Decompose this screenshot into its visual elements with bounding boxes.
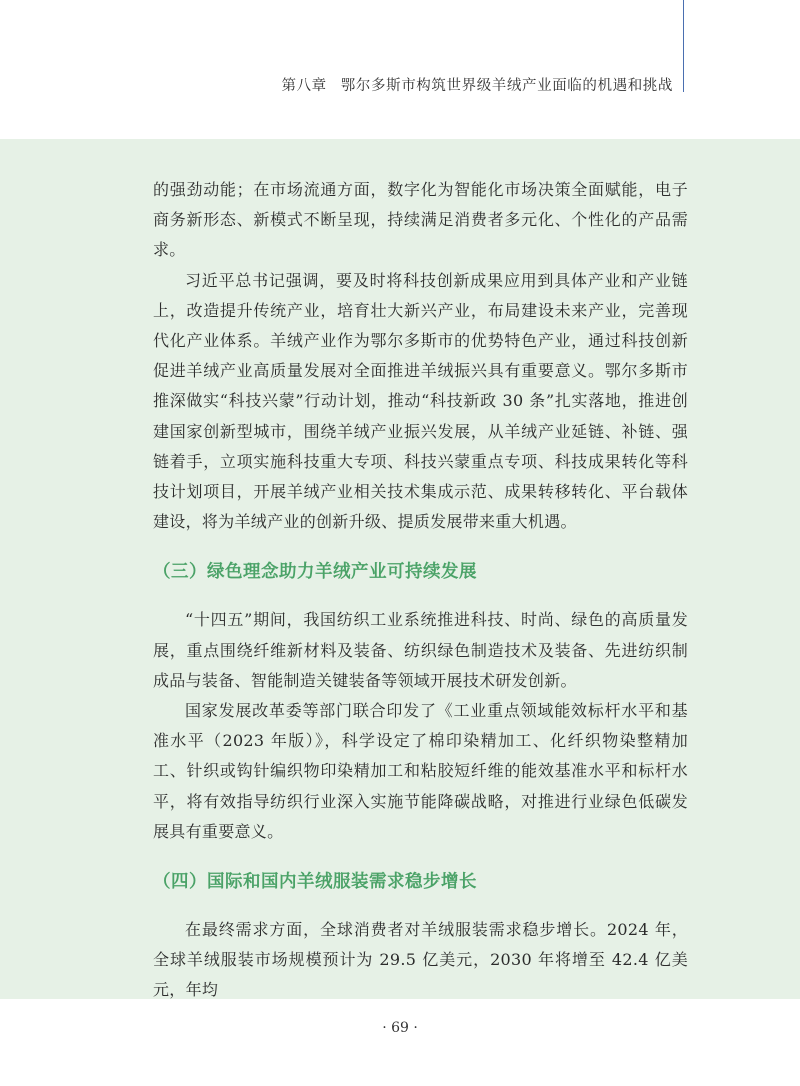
running-header	[281, 74, 673, 95]
paragraph-fourteenth-five-year: “十四五”期间，我国纺织工业系统推进科技、时尚、绿色的高质量发展，重点围绕纤维新材料及装备、纺织绿色制造技术及装备、先进纺织制成品与装备、智能制造关键装备等领域开展技术研发创新。	[153, 610, 688, 690]
chapter-title: 鄂尔多斯市构筑世界级羊绒产业面临的机遇和挑战	[340, 78, 673, 94]
page-number: · 69 ·	[382, 1020, 418, 1036]
section-heading-demand-growth: （四）国际和国内羊绒服装需求稳步增长	[153, 872, 477, 893]
section-heading-green-concept: （三）绿色理念助力羊绒产业可持续发展	[153, 562, 477, 583]
paragraph-continuation: 的强劲动能；在市场流通方面，数字化为智能化市场决策全面赋能，电子商务新形态、新模式不断呈现，持续满足消费者多元化、个性化的产品需求。	[153, 180, 688, 260]
chapter-label: 第八章	[281, 78, 327, 94]
paragraph-global-demand: 在最终需求方面，全球消费者对羊绒服装需求稳步增长。2024 年，全球羊绒服装市场规模预计为 29.5 亿美元，2030 年将增至 42.4 亿美元，年均	[153, 920, 688, 1000]
paragraph-tech-innovation: 习近平总书记强调，要及时将科技创新成果应用到具体产业和产业链上，改造提升传统产业，培育壮大新兴产业，布局建设未来产业，完善现代化产业体系。羊绒产业作为鄂尔多斯市的优势特色产业，通过科技创新促进羊绒产业高质量发展对全面推进羊绒振兴具有重要意义。鄂尔多斯市推深做实“科技兴蒙”行动计划，推动“科技新政 30 条”扎实落地，推进创建国家创新型城市，围绕羊绒产业振兴发展，从羊绒产业延链、补链、强链着手，立项实施科技重大专项、科技兴蒙重点专项、科技成果转化等科技计划项目，开展羊绒产业相关技术集成示范、成果转移转化、平台载体建设，将为羊绒产业的创新升级、提质发展带来重大机遇。	[153, 270, 688, 532]
header-vertical-rule	[683, 0, 684, 92]
page-body	[153, 175, 688, 1006]
paragraph-energy-efficiency: 国家发展改革委等部门联合印发了《工业重点领域能效标杆水平和基准水平（2023 年版）》，科学设定了棉印染精加工、化纤织物染整精加工、针织或钩针编织物印染精加工和粘胶短纤维的能效基准水平和标杆水平，将有效指导纺织行业深入实施节能降碳战略，对推进行业绿色低碳发展具有重要意义。	[153, 701, 688, 841]
